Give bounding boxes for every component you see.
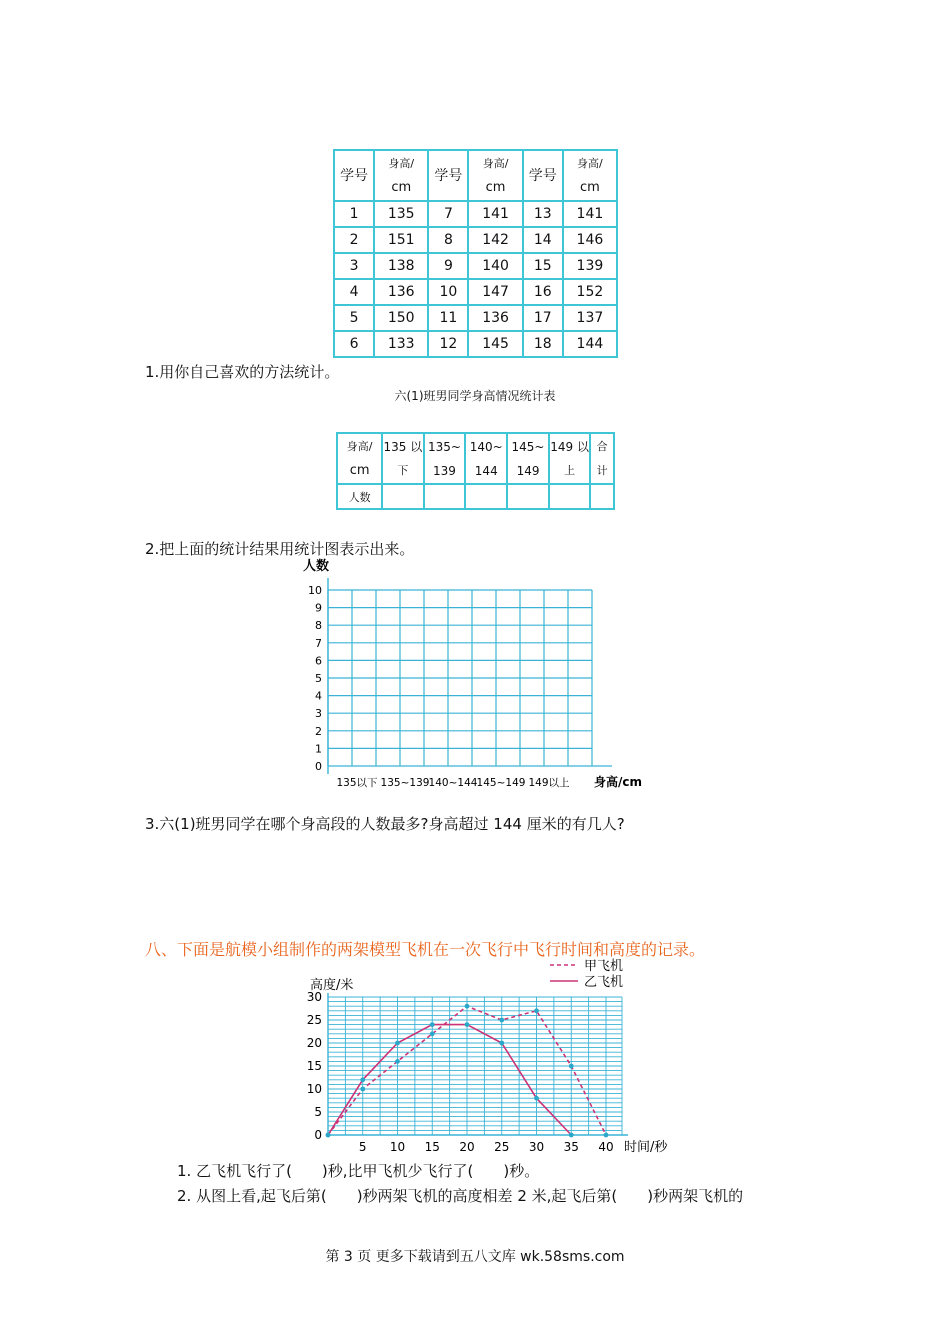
table-cell: 141 xyxy=(563,201,617,227)
data-point xyxy=(465,1022,470,1027)
question-1: 1.用你自己喜欢的方法统计。 xyxy=(145,363,340,381)
stat-header-cell: 135 以 下 xyxy=(382,433,423,484)
header-id-3: 学号 xyxy=(523,150,563,201)
y-tick-label: 7 xyxy=(315,636,322,650)
table-cell: 5 xyxy=(334,305,374,331)
legend-label: 甲飞机 xyxy=(584,959,624,974)
data-point xyxy=(430,1022,435,1027)
table-cell: 1 xyxy=(334,201,374,227)
table-cell: 136 xyxy=(468,305,522,331)
table-row xyxy=(334,331,617,357)
height-table-header xyxy=(334,150,617,201)
table-cell: 18 xyxy=(523,331,563,357)
x-tick-label: 5 xyxy=(358,1140,367,1154)
y-tick-label: 2 xyxy=(315,724,322,738)
stat-table-header xyxy=(337,433,614,484)
line-chart xyxy=(300,955,668,1155)
stat-header-cell: 145~ 149 xyxy=(507,433,549,484)
y-tick-label: 0 xyxy=(314,1128,322,1142)
table-cell: 139 xyxy=(563,253,617,279)
stat-blank-cell[interactable] xyxy=(507,484,549,509)
table-cell: 3 xyxy=(334,253,374,279)
table-row xyxy=(334,201,617,227)
y-axis-label: 高度/米 xyxy=(310,978,354,993)
y-tick-label: 20 xyxy=(306,1036,322,1050)
y-tick-label: 8 xyxy=(315,619,322,633)
y-tick-label: 6 xyxy=(315,654,322,668)
stat-blank-cell[interactable] xyxy=(549,484,590,509)
stat-table xyxy=(336,432,615,510)
page-footer: 第 3 页 更多下载请到五八文库 wk.58sms.com xyxy=(325,1249,625,1265)
data-point xyxy=(604,1133,609,1138)
y-tick-label: 10 xyxy=(308,584,322,597)
table-cell: 142 xyxy=(468,227,522,253)
section-8-question-1: 1. 乙飞机飞行了( )秒,比甲飞机少飞行了( )秒。 xyxy=(177,1162,540,1180)
table-cell: 7 xyxy=(428,201,468,227)
table-cell: 144 xyxy=(563,331,617,357)
table-cell: 9 xyxy=(428,253,468,279)
table-cell: 15 xyxy=(523,253,563,279)
stat-blank-cell[interactable] xyxy=(465,484,507,509)
table-cell: 147 xyxy=(468,279,522,305)
data-point xyxy=(395,1059,400,1064)
stat-blank-cell[interactable] xyxy=(590,484,614,509)
data-point xyxy=(534,1008,539,1013)
stat-blank-cell[interactable] xyxy=(382,484,423,509)
table-cell: 12 xyxy=(428,331,468,357)
legend-label: 乙飞机 xyxy=(584,975,624,990)
x-tick-label: 145~149 xyxy=(476,777,526,789)
data-point xyxy=(499,1041,504,1046)
table-cell: 4 xyxy=(334,279,374,305)
data-point xyxy=(534,1096,539,1101)
data-point xyxy=(395,1041,400,1046)
data-point xyxy=(569,1064,574,1069)
table-cell: 145 xyxy=(468,331,522,357)
y-tick-label: 10 xyxy=(306,1082,322,1096)
x-tick-label: 20 xyxy=(459,1140,475,1154)
x-tick-label: 35 xyxy=(563,1140,579,1154)
bar-chart xyxy=(290,556,660,796)
header-height-1: 身高/ cm xyxy=(374,150,428,201)
table-cell: 2 xyxy=(334,227,374,253)
stat-table-title: 六(1)班男同学身高情况统计表 xyxy=(394,389,556,403)
data-point xyxy=(569,1133,574,1138)
header-id-2: 学号 xyxy=(428,150,468,201)
data-point xyxy=(465,1004,470,1009)
y-tick-label: 4 xyxy=(315,689,322,703)
table-cell: 136 xyxy=(374,279,428,305)
stat-header-cell: 140~ 144 xyxy=(465,433,507,484)
x-tick-label: 40 xyxy=(598,1140,614,1154)
table-cell: 14 xyxy=(523,227,563,253)
x-tick-label: 30 xyxy=(528,1140,545,1154)
table-cell: 13 xyxy=(523,201,563,227)
header-height-3: 身高/ cm xyxy=(563,150,617,201)
stat-header-cell: 身高/ cm xyxy=(337,433,382,484)
stat-header-cell: 合 计 xyxy=(590,433,614,484)
table-cell: 16 xyxy=(523,279,563,305)
y-tick-label: 0 xyxy=(315,760,322,773)
x-tick-label: 135以下 xyxy=(336,777,378,789)
table-cell: 150 xyxy=(374,305,428,331)
table-cell: 137 xyxy=(563,305,617,331)
question-2: 2.把上面的统计结果用统计图表示出来。 xyxy=(145,540,415,558)
data-point xyxy=(326,1133,331,1138)
x-tick-label: 149以上 xyxy=(528,777,570,789)
section-8-question-2: 2. 从图上看,起飞后第( )秒两架飞机的高度相差 2 米,起飞后第( )秒两架飞机的 xyxy=(177,1187,744,1205)
table-cell: 135 xyxy=(374,201,428,227)
table-cell: 17 xyxy=(523,305,563,331)
stat-header-cell: 135~ 139 xyxy=(424,433,466,484)
y-tick-label: 15 xyxy=(306,1059,322,1073)
stat-header-cell: 149 以 上 xyxy=(549,433,590,484)
y-tick-label: 9 xyxy=(315,601,322,615)
x-tick-label: 10 xyxy=(389,1140,406,1154)
table-cell: 8 xyxy=(428,227,468,253)
table-cell: 6 xyxy=(334,331,374,357)
table-cell: 141 xyxy=(468,201,522,227)
x-tick-label: 15 xyxy=(424,1140,440,1154)
data-point xyxy=(430,1031,435,1036)
x-axis-label: 时间/秒 xyxy=(624,1140,668,1155)
table-cell: 152 xyxy=(563,279,617,305)
data-point xyxy=(499,1018,504,1023)
y-axis-label: 人数 xyxy=(302,559,330,574)
y-tick-label: 3 xyxy=(315,707,322,721)
data-point xyxy=(360,1077,365,1082)
table-cell: 151 xyxy=(374,227,428,253)
x-axis-label: 身高/cm xyxy=(593,775,643,789)
height-table xyxy=(333,149,618,358)
table-row xyxy=(334,279,617,305)
y-tick-label: 5 xyxy=(315,672,322,685)
header-id-1: 学号 xyxy=(334,150,374,201)
question-3: 3.六(1)班男同学在哪个身高段的人数最多?身高超过 144 厘米的有几人? xyxy=(145,815,625,833)
table-row xyxy=(334,253,617,279)
x-tick-label: 25 xyxy=(494,1140,510,1154)
table-cell: 133 xyxy=(374,331,428,357)
y-tick-label: 30 xyxy=(306,990,322,1004)
table-cell: 140 xyxy=(468,253,522,279)
header-height-2: 身高/ cm xyxy=(468,150,522,201)
x-tick-label: 140~144 xyxy=(428,777,478,789)
table-cell: 146 xyxy=(563,227,617,253)
table-cell: 11 xyxy=(428,305,468,331)
section-8-title: 八、下面是航模小组制作的两架模型飞机在一次飞行中飞行时间和高度的记录。 xyxy=(145,940,706,959)
y-tick-label: 1 xyxy=(315,742,322,756)
x-tick-label: 135~139 xyxy=(380,777,430,789)
stat-count-row xyxy=(337,484,614,509)
table-row xyxy=(334,305,617,331)
y-tick-label: 5 xyxy=(314,1105,322,1119)
data-point xyxy=(360,1087,365,1092)
y-tick-label: 25 xyxy=(306,1013,322,1027)
table-cell: 10 xyxy=(428,279,468,305)
stat-blank-cell[interactable] xyxy=(424,484,466,509)
table-row xyxy=(334,227,617,253)
table-cell: 138 xyxy=(374,253,428,279)
stat-row-label: 人数 xyxy=(337,484,382,509)
